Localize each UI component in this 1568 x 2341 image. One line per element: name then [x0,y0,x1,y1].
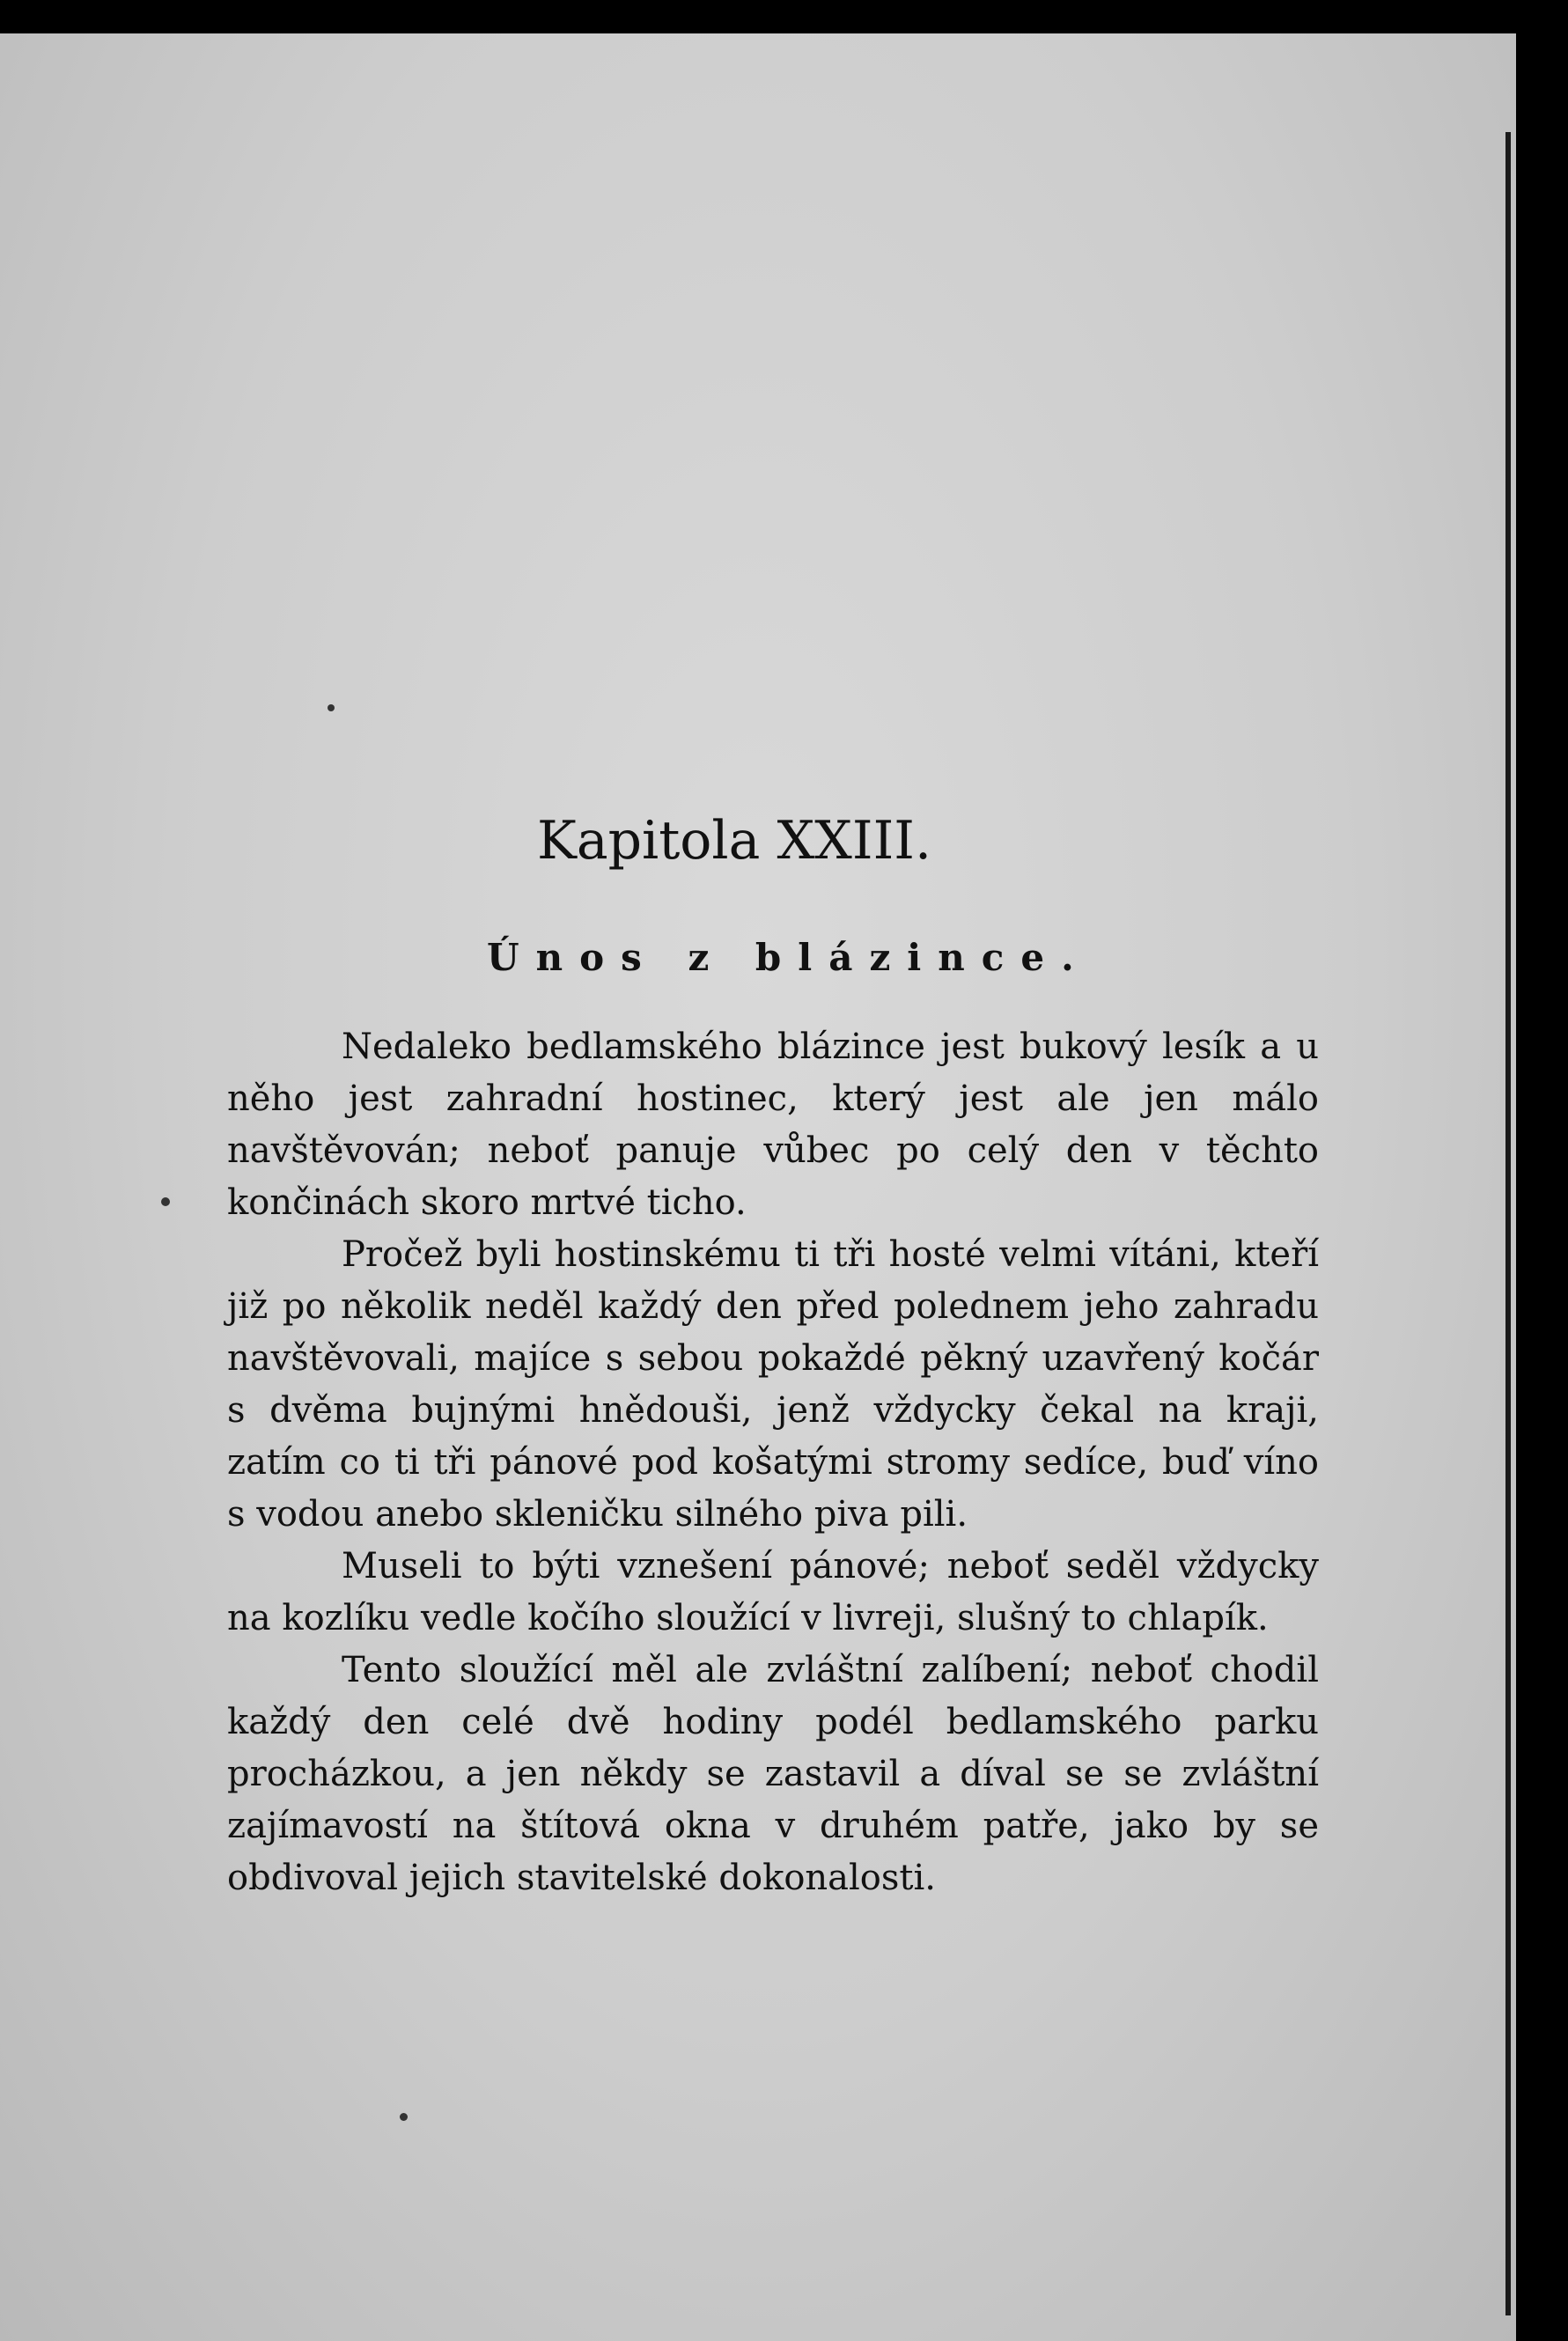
ink-speck [400,2113,408,2121]
chapter-subtitle: Únos z blázince. [487,936,1091,979]
paragraph-3: Museli to býti vznešení pánové; neboť seděl vždycky na kozlíku vedle kočího sloužící v livreji, slušný to chlapík. [227,1546,1319,1638]
page-edge-line [1505,132,1511,2315]
scan-right-edge [1516,0,1568,2341]
paragraph-4: Tento sloužící měl ale zvláštní zalíbení; neboť chodil každý den celé dvě hodiny podél bedlamského parku procházkou, a jen někdy se zastavil a díval se se zvláštní zajímavostí na štítová okna v druhém patře, jako by se obdivoval jejich stavitelské dokonalosti. [227,1650,1319,1898]
paragraph-1: Nedaleko bedlamského blázince jest bukový lesík a u něho jest zahradní hostinec, který jest ale jen málo navštěvován; neboť panuje vůbec po celý den v těchto končinách skoro mrtvé ticho. [227,1027,1319,1223]
chapter-title: Kapitola XXIII. [537,810,932,872]
paragraph-2: Pročež byli hostinskému ti tři hosté velmi vítáni, kteří již po několik neděl každý den před polednem jeho zahradu navštěvovali, majíce s sebou pokaždé pěkný uzavřený kočár s dvěma bujnými hnědouši, jenž vždycky čekal na kraji, zatím co ti tři pánové pod košatými stromy sedíce, buď víno s vodou anebo skleničku silného piva pili. [227,1234,1319,1535]
scan-top-border [0,0,1568,33]
chapter-body [227,1021,1319,1904]
ink-speck [161,1197,170,1206]
ink-speck [328,704,335,711]
